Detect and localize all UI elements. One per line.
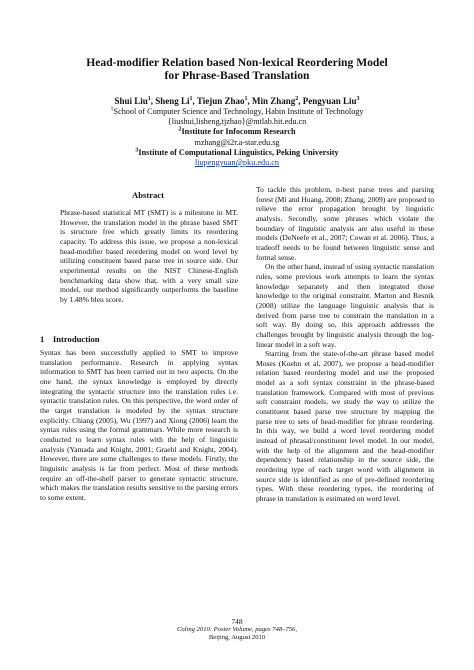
author-sup: 3 [356, 96, 360, 102]
affiliation-name: Institute for Infocomm Research [181, 127, 296, 137]
affiliation-sup: 2 [178, 126, 182, 133]
section-number: 1 [40, 334, 45, 344]
affiliation-1 [40, 107, 434, 117]
author-list: Shui Liu$^1$, Sheng Li$^1$, Tiejun Zhao$^1$, Min Zhang$^2$, Pengyuan Liu$^3$ [114, 96, 360, 106]
abstract-body [60, 208, 238, 305]
affiliation-name: School of Computer Science and Technology, Habin Institute of Technology [113, 107, 364, 116]
affiliation-sup: 3 [135, 147, 139, 154]
paragraph: Starting from the state-of-the-art phrase based model Moses (Koehn et al, 2007), we propose a head-modifier relation based reordering model and use the proposed model as a soft syntax constraint in the phrase-based translation framework. Compared with most of previous soft constraint models, we study the way to utilize the constituent based parse tree structure by mapping the parse tree to sets of head-modifier for phrase reordering. In this way, we build a word level reordering model instead of phrasal/constituent level model. In our model, with the help of the alignment and the head-modifier dependency based relationship in the source side, the reordering type of each target word with alignment in source side is identified as one of pre-defined reordering types. With these reordering types, the reordering of phrase in translation is estimated on word level. [256, 349, 434, 503]
affiliation-block [40, 107, 434, 168]
paragraph: To tackle this problem, n-best parse trees and parsing forest (Mi and Huang, 2008; Zhang, 2009) are proposed to relieve the error propagation brought by linguistic analysis. Secondly, some phrases which violate the boundary of linguistic analysis are also useful in these models (DeNeefe et al., 2007; Cowan et al. 2006). Thus, a tradeoff needs to be found between linguistic sense and formal sense. [256, 185, 434, 262]
author-sup: 1 [189, 96, 193, 102]
affiliation-sup: 1 [110, 106, 114, 113]
affiliation-name: Institute of Computational Linguistics, Peking University [138, 147, 339, 157]
page-footer [40, 618, 434, 643]
affiliation-2 [40, 127, 434, 137]
affiliation-email: {liushui,lisheng,tjzhao}@mtlab.hit.edu.cn [167, 117, 307, 127]
section-title: Introduction [52, 334, 100, 344]
abstract-heading-wrap [108, 185, 188, 203]
right-column [256, 185, 434, 504]
affiliation-email: mzhang@i2r.a-star.edu.sg [194, 137, 280, 147]
author-sup: 2 [295, 96, 299, 102]
author-name: Pengyuan Liu [302, 96, 357, 106]
author-sup: 1 [147, 96, 151, 102]
section-heading [40, 334, 100, 344]
title-line-1: Head-modifier Relation based Non-lexical Reordering Model [86, 56, 388, 69]
footer-venue: Coling 2010: Poster Volume, pages 748–756, [177, 626, 297, 634]
title-line-2: for Phrase-Based Translation [164, 69, 310, 82]
footer-location: Beijing, August 2010 [208, 634, 266, 642]
abstract-heading: Abstract [132, 190, 164, 200]
paper-title [40, 56, 434, 82]
intro-paragraph: Syntax has been successfully applied to SMT to improve translation performance. Research in applying syntax information to SMT has been carried out in two aspects. On the one hand, the syntax knowledge is employed by directly integrating the syntactic structure into the translation rules i.e. syntactic translation rules. On this perspective, the word order of the target translation is modeled by the syntax structure explicitly. Chiang (2005), Wu (1997) and Xiong (2006) learn the syntax rules using the formal grammars. While more research is conducted to learn syntax rules with the help of linguistic analysis (Yamada and Knight, 2001; Graehl and Knight, 2004). However, there are some challenges to these models. Firstly, the linguistic analysis is far from perfect. Most of these methods require an off-the-shelf parser to generate syntactic structure, which makes the translation results sensitive to the parsing errors to some extent. [40, 348, 238, 502]
author-name: Sheng Li [155, 96, 190, 106]
page-number: 748 [231, 617, 243, 626]
author-sup: 1 [244, 96, 248, 102]
author-name: Min Zhang [251, 96, 296, 106]
author-name: Shui Liu [114, 96, 148, 106]
email-link[interactable]: liupengyuan@pku.edu.cn [195, 158, 279, 168]
intro-body [40, 348, 238, 503]
paragraph: On the other hand, instead of using syntactic translation rules, some previous work attempts to learn the syntax knowledge separately and then integrated those knowledge to the original constraint. Marton and Resnik (2008) utilize the language linguistic analysis that is derived from parse tree to constrain the translation in a soft way. By doing so, this approach addresses the challenges brought by linguistic analysis through the log-linear model in a soft way. [256, 262, 434, 349]
affiliation-3 [40, 148, 434, 158]
abstract-text: Phrase-based statistical MT (SMT) is a milestone in MT. However, the translation model in the phrase based SMT is structure free which greatly limits its reordering capacity. To address this issue, we propose a non-lexical head-modifier based reordering model on word level by utilizing constituent based parse tree in source side. Our experimental results on the NIST Chinese-English benchmarking data show that, with a very small size model, our method significantly outperforms the baseline by 1.48% bleu score. [60, 208, 238, 304]
author-name: Tiejun Zhao [196, 96, 245, 106]
